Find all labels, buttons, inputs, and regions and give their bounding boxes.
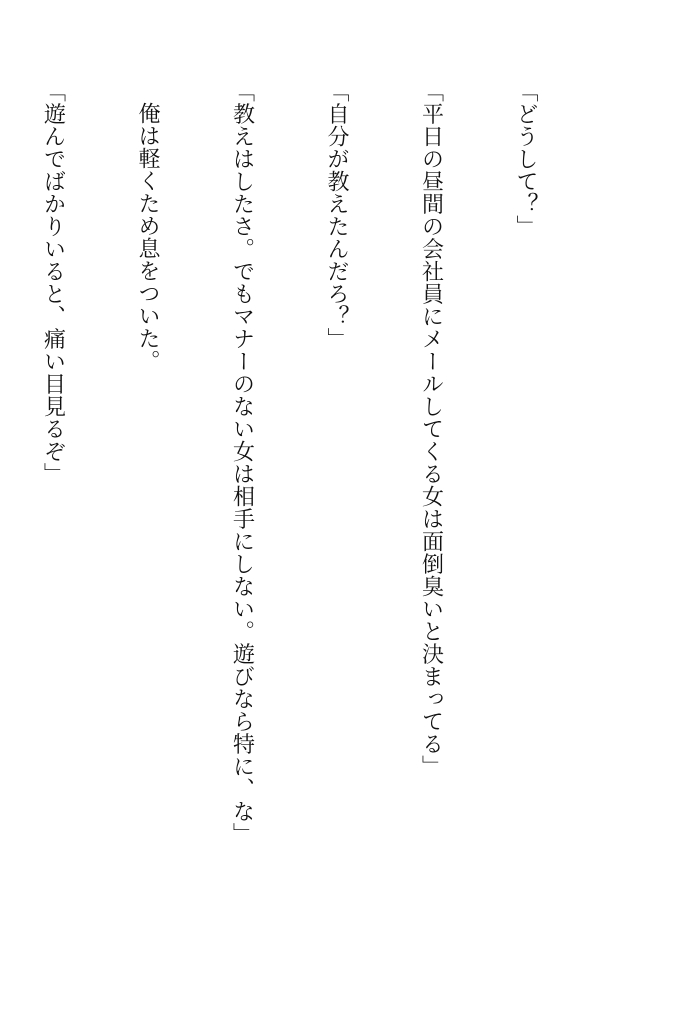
text-line-2: 「平日の昼間の会社員にメールしてくる女は面倒臭いと決まってる」	[418, 80, 444, 778]
text-line-1: 「どうして？」	[513, 80, 538, 238]
vertical-text-block	[0, 80, 604, 960]
text-line-4: 「教えはしたさ。でもマナーのない女は相手にしない。遊びなら特に、な」	[229, 80, 255, 845]
text-line-3: 「自分が教えたんだろ？」	[324, 80, 349, 350]
text-line-5: 俺は軽くため息をついた。	[135, 102, 160, 372]
text-line-6: 「遊んでばかりいると、痛い目見るぞ」	[40, 80, 66, 485]
